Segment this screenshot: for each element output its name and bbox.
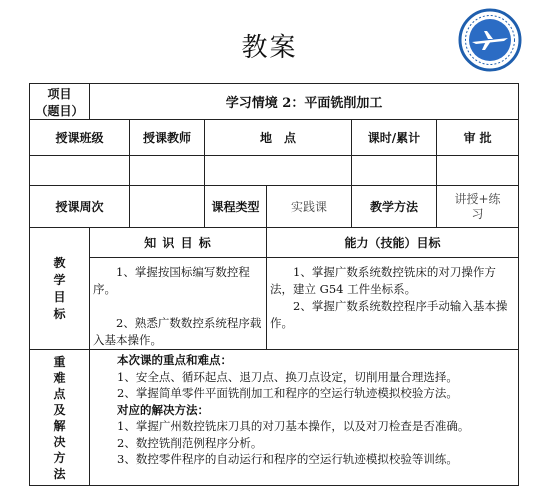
school-emblem-icon bbox=[458, 8, 522, 72]
keypoints-side-char: 法 bbox=[53, 466, 66, 481]
solutions-heading: 对应的解决方法： bbox=[117, 402, 209, 417]
method-value-line2: 习 bbox=[471, 206, 484, 221]
knowledge-goals-cell bbox=[90, 258, 267, 350]
keypoints-side-char: 方 bbox=[53, 450, 66, 465]
knowledge-goal-heading: 知 识 目 标 bbox=[90, 228, 267, 258]
keypoints-side-char: 解 bbox=[53, 418, 66, 433]
keypoints-content-cell bbox=[90, 350, 519, 486]
project-label-line1: 项目 bbox=[47, 86, 72, 101]
ability-goal-item: 1、掌握广数系统数控铣床的对刀操作方法，建立 G54 工件坐标系。 bbox=[270, 265, 496, 296]
class-label: 授课班级 bbox=[30, 120, 130, 156]
keypoint-item: 2、掌握简单零件平面铣削加工和程序的空运行轨迹模拟校验方法。 bbox=[117, 386, 458, 400]
place-label: 地 点 bbox=[205, 120, 352, 156]
week-value-cell bbox=[130, 186, 205, 228]
method-value-cell bbox=[437, 186, 519, 228]
time-label: 课时/累计 bbox=[352, 120, 437, 156]
knowledge-goal-item: 2、熟悉广数数控系统程序载入基本操作。 bbox=[93, 316, 262, 347]
approve-value-cell bbox=[437, 156, 519, 186]
keypoints-heading: 本次课的重点和难点： bbox=[117, 353, 232, 367]
header-row bbox=[30, 120, 519, 156]
week-label: 授课周次 bbox=[30, 186, 130, 228]
goals-content-row bbox=[30, 258, 519, 350]
project-row bbox=[30, 84, 519, 120]
approve-label: 审 批 bbox=[437, 120, 519, 156]
solution-item: 3、数控零件程序的自动运行和程序的空运行轨迹模拟校验等训练。 bbox=[117, 452, 458, 466]
lesson-plan-table bbox=[29, 83, 519, 486]
week-row bbox=[30, 186, 519, 228]
keypoints-row bbox=[30, 350, 519, 486]
course-type-value: 实践课 bbox=[267, 186, 352, 228]
knowledge-goal-item: 1、掌握按国标编写数控程序。 bbox=[93, 265, 250, 296]
goals-side-char: 教 bbox=[53, 255, 66, 270]
goals-side-char: 目 bbox=[53, 289, 66, 304]
goals-side-char: 学 bbox=[53, 272, 66, 287]
document-title: 教案 bbox=[241, 33, 298, 63]
project-label-cell bbox=[30, 84, 90, 120]
project-label-line2: （题目） bbox=[35, 103, 84, 118]
course-type-label: 课程类型 bbox=[205, 186, 267, 228]
keypoints-side-char: 点 bbox=[53, 386, 66, 401]
goals-side-char: 标 bbox=[53, 306, 66, 321]
keypoints-side-char: 及 bbox=[53, 402, 66, 417]
keypoints-side-label bbox=[30, 350, 90, 486]
keypoint-item: 1、安全点、循环起点、退刀点、换刀点设定，切削用量合理选择。 bbox=[117, 369, 458, 384]
solution-item: 2、数控铣削范例程序分析。 bbox=[117, 435, 263, 450]
ability-goals-cell bbox=[267, 258, 519, 350]
ability-goal-heading: 能力（技能）目标 bbox=[267, 228, 519, 258]
goals-side-label bbox=[30, 228, 90, 350]
time-value-cell bbox=[352, 156, 437, 186]
keypoints-side-char: 决 bbox=[53, 434, 66, 449]
place-value-cell bbox=[205, 156, 352, 186]
keypoints-side-char: 难 bbox=[53, 370, 66, 385]
goals-header-row bbox=[30, 228, 519, 258]
project-title: 学习情境 2：平面铣削加工 bbox=[90, 84, 519, 120]
solution-item: 1、掌握广州数控铣床刀具的对刀基本操作，以及对刀检查是否准确。 bbox=[117, 419, 470, 433]
blank-row bbox=[30, 156, 519, 186]
keypoints-side-char: 重 bbox=[53, 354, 66, 369]
teacher-value-cell bbox=[130, 156, 205, 186]
method-value-line1: 讲授+练 bbox=[454, 191, 501, 206]
ability-goal-item: 2、掌握广数系统数控程序手动输入基本操作。 bbox=[270, 299, 508, 330]
teacher-label: 授课教师 bbox=[130, 120, 205, 156]
method-label: 教学方法 bbox=[352, 186, 437, 228]
class-value-cell bbox=[30, 156, 130, 186]
